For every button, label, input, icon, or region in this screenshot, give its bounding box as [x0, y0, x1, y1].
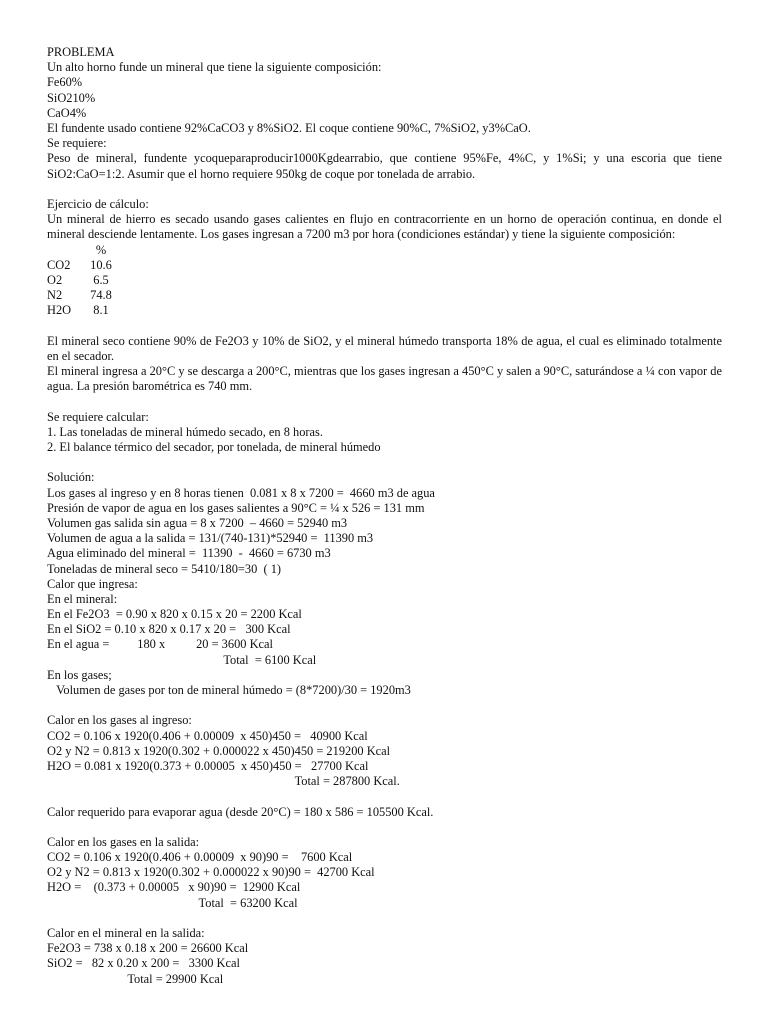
se-requiere-calcular-label: Se requiere calcular: — [47, 409, 149, 424]
gas-name: O2 — [47, 272, 63, 287]
solution-line: En el mineral: — [47, 591, 118, 606]
solution-line: SiO2 = 82 x 0.20 x 200 = 3300 Kcal — [47, 956, 240, 971]
solution-line: En el Fe2O3 = 0.90 x 820 x 0.15 x 20 = 2200 Kcal — [47, 607, 302, 622]
solution-line: CO2 = 0.106 x 1920(0.406 + 0.00009 x 450)450 = 40900 Kcal — [47, 728, 368, 743]
solution-heading: Solución: — [47, 470, 95, 485]
solution-line: Volumen gas salida sin agua = 8 x 7200 – 4660 = 52940 m3 — [47, 515, 348, 530]
solution-line: Calor en los gases en la salida: — [47, 834, 200, 849]
solution-line: En los gases; — [47, 667, 112, 682]
solution-line: Calor en el mineral en la salida: — [47, 926, 205, 940]
ingreso-paragraph: El mineral ingresa a 20°C y se descarga a 200°C, mientras que los gases ingresan a 450°C y salen a 90°C, saturándose a ¼ con vapor de agua. La presión barométrica es 740 mm. — [47, 364, 722, 394]
gas-composition-table — [47, 258, 722, 319]
solution-block-gases-salida — [47, 835, 722, 911]
solution-line: Total = 63200 Kcal — [47, 895, 298, 910]
fundente-text: El fundente usado contiene 92%CaCO3 y 8%SiO2. El coque contiene 90%C, 7%SiO2, y3%CaO. — [47, 120, 531, 135]
composition-fe: Fe60% — [47, 75, 83, 90]
solution-line: Calor que ingresa: — [47, 576, 138, 591]
solution-line: H2O = 0.081 x 1920(0.373 + 0.00005 x 450)450 = 27700 Kcal — [47, 758, 369, 773]
solution-block-evaporation — [47, 805, 722, 820]
gas-table-row — [47, 303, 722, 318]
gas-percent: 8.1 — [93, 303, 109, 318]
solution-line: O2 y N2 = 0.813 x 1920(0.302 + 0.000022 x 90)90 = 42700 Kcal — [47, 865, 375, 880]
peso-paragraph: Peso de mineral, fundente ycoqueparaproducir1000Kgdearrabio, que contiene 95%Fe, 4%C, y 1%Si; y una escoria que tiene SiO2:CaO=1:2. Asumir que el horno requiere 950kg de coque por tonelada de arrabio. — [47, 151, 722, 181]
solution-line: Volumen de gases por ton de mineral húmedo = (8*7200)/30 = 1920m3 — [47, 683, 411, 697]
solution-line: Presión de vapor de agua en los gases salientes a 90°C = ¼ x 526 = 131 mm — [47, 500, 425, 515]
solution-block-gases-ingreso — [47, 713, 722, 789]
document-page — [47, 45, 722, 987]
gas-table-row — [47, 288, 722, 303]
solution-line: CO2 = 0.106 x 1920(0.406 + 0.00009 x 90)90 = 7600 Kcal — [47, 850, 353, 865]
solution-line: Toneladas de mineral seco = 5410/180=30 ( 1) — [47, 561, 282, 576]
gas-name: N2 — [47, 288, 63, 303]
requirement-1: 1. Las toneladas de mineral húmedo secado, en 8 horas. — [47, 424, 323, 439]
solution-line: Total = 287800 Kcal. — [47, 774, 400, 789]
gas-percent: 6.5 — [93, 272, 109, 287]
solution-line: Volumen de agua a la salida = 131/(740-131)*52940 = 11390 m3 — [47, 531, 374, 546]
solution-line: En el SiO2 = 0.10 x 820 x 0.17 x 20 = 300 Kcal — [47, 622, 291, 637]
gas-percent: 10.6 — [90, 257, 112, 272]
solution-line: Calor en los gases al ingreso: — [47, 713, 192, 728]
se-requiere-label: Se requiere: — [47, 136, 107, 151]
gas-percent: 74.8 — [90, 288, 112, 303]
gas-table-row — [47, 258, 722, 273]
solution-line: Fe2O3 = 738 x 0.18 x 200 = 26600 Kcal — [47, 941, 249, 956]
problem-intro: Un alto horno funde un mineral que tiene la siguiente composición: — [47, 60, 382, 75]
solution-block-calculations — [47, 486, 722, 699]
gas-table-row — [47, 273, 722, 288]
composition-cao: CaO4% — [47, 105, 87, 120]
solution-line: En el agua = 180 x 20 = 3600 Kcal — [47, 637, 273, 652]
solution-line: Los gases al ingreso y en 8 horas tienen 0.081 x 8 x 7200 = 4660 m3 de agua — [47, 485, 435, 500]
ejercicio-intro: Un mineral de hierro es secado usando gases calientes en flujo en contracorriente en un horno de operación continua, en donde el mineral desciende lentamente. Los gases ingresan a 7200 m3 por hora (condiciones estándar) y tiene la siguiente composición: — [47, 212, 722, 242]
solution-line: Total = 29900 Kcal — [47, 971, 224, 986]
solution-line: H2O = (0.373 + 0.00005 x 90)90 = 12900 Kcal — [47, 880, 301, 895]
solution-block-mineral-salida — [47, 926, 722, 987]
pct-header: % — [95, 242, 107, 257]
gas-name: H2O — [47, 303, 72, 318]
gas-table-header — [47, 243, 722, 258]
solution-line: Calor requerido para evaporar agua (desde 20°C) = 180 x 586 = 105500 Kcal. — [47, 804, 434, 819]
solution-line: Total = 6100 Kcal — [47, 652, 317, 667]
requirement-2: 2. El balance térmico del secador, por tonelada, de mineral húmedo — [47, 440, 381, 454]
composition-sio2: SiO210% — [47, 90, 96, 105]
solution-line: Agua eliminado del mineral = 11390 - 4660 = 6730 m3 — [47, 546, 331, 561]
ejercicio-heading: Ejercicio de cálculo: — [47, 196, 149, 211]
solution-line: O2 y N2 = 0.813 x 1920(0.302 + 0.000022 x 450)450 = 219200 Kcal — [47, 743, 391, 758]
gas-name: CO2 — [47, 257, 71, 272]
mineral-seco-paragraph: El mineral seco contiene 90% de Fe2O3 y 10% de SiO2, y el mineral húmedo transporta 18% de agua, el cual es eliminado totalmente en el secador. — [47, 333, 722, 363]
problem-heading: PROBLEMA — [47, 45, 115, 59]
